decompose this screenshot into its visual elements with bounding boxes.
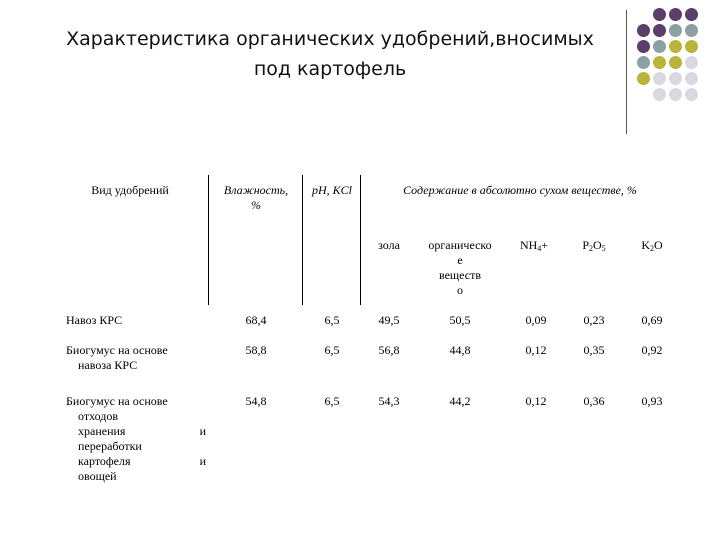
row-2-moisture: 58,8 <box>245 343 267 357</box>
row-1-ash: 49,5 <box>378 313 400 327</box>
header-ash: зола <box>378 238 400 252</box>
row-2-ph: 6,5 <box>324 343 340 357</box>
title-line-1: Характеристика органических удобрений,вносимых <box>66 28 594 50</box>
row-3-organic: 44,2 <box>449 394 471 408</box>
row-2-organic: 44,8 <box>449 343 471 357</box>
grid-line <box>208 175 209 305</box>
header-content: Содержание в абсолютно сухом веществе, % <box>403 183 637 197</box>
row-3-name: Биогумус на основе отходов хранения и переработки картофеля и овощей <box>66 394 206 483</box>
row-2-name: Биогумус на основе навоза КРС <box>66 343 168 372</box>
row-3-p2o5: 0,36 <box>583 394 605 408</box>
row-1-nh4: 0,09 <box>525 313 547 327</box>
row-2-k2o: 0,92 <box>641 343 663 357</box>
header-organic: органическо е веществ о <box>428 238 492 297</box>
row-3-ash: 54,3 <box>378 394 400 408</box>
row-3-moisture: 54,8 <box>245 394 267 408</box>
row-1-k2o: 0,69 <box>641 313 663 327</box>
row-3-nh4: 0,12 <box>525 394 547 408</box>
header-p2o5: $P_2O_5$ <box>582 238 606 253</box>
row-2-nh4: 0,12 <box>525 343 547 357</box>
header-nh4: $NH_4+$ <box>519 238 549 253</box>
row-3-ph: 6,5 <box>324 394 340 408</box>
row-1-organic: 50,5 <box>449 313 471 327</box>
header-type: Вид удобрений <box>91 183 169 197</box>
row-1-ph: 6,5 <box>324 313 340 327</box>
header-k2o: $K_2O$ <box>641 238 663 253</box>
row-2-ash: 56,8 <box>378 343 400 357</box>
header-ph: pH, KCl <box>311 183 352 197</box>
row-3-k2o: 0,93 <box>641 394 663 408</box>
header-moisture: Влажность, % <box>223 183 289 212</box>
row-1-name: Навоз КРС <box>66 313 123 327</box>
row-1-moisture: 68,4 <box>245 313 267 327</box>
row-1-p2o5: 0,23 <box>583 313 605 327</box>
title-line-2: под картофель <box>253 58 407 80</box>
row-2-p2o5: 0,35 <box>583 343 605 357</box>
